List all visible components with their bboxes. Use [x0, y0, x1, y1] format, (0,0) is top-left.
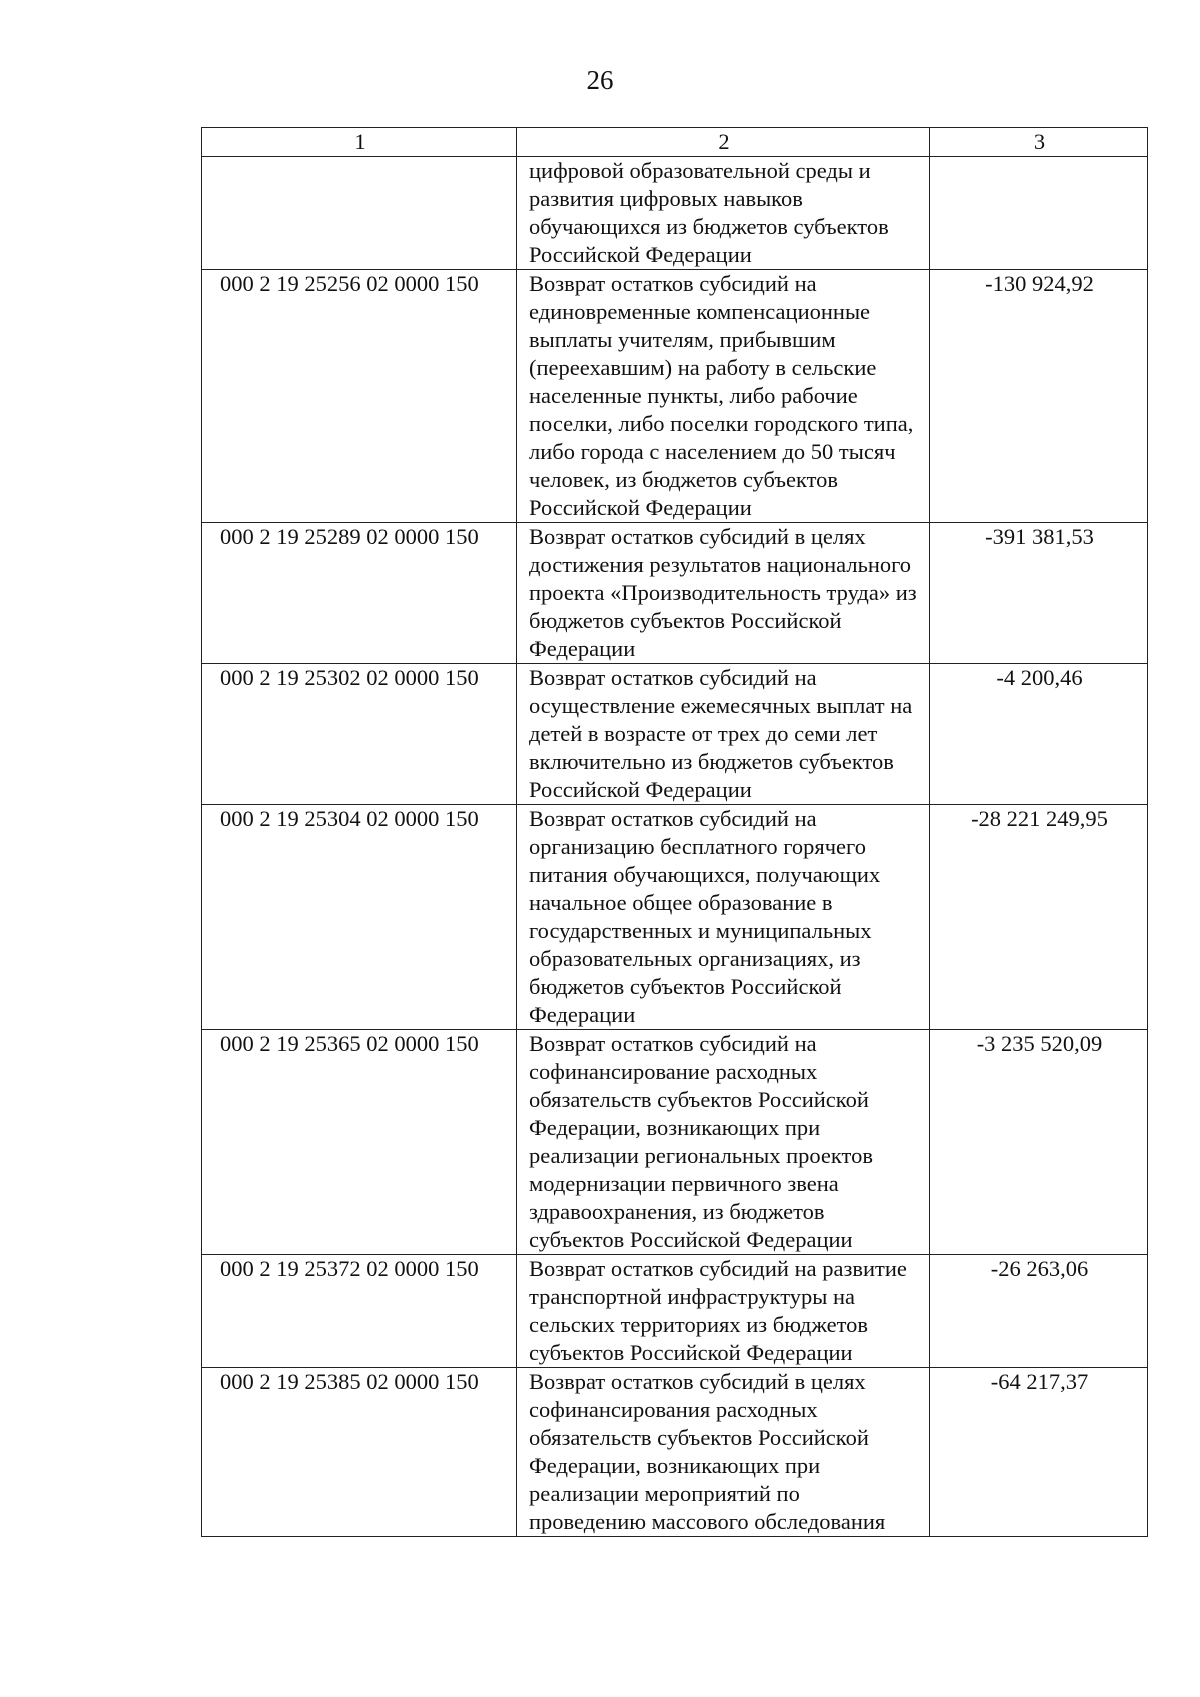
- column-header-amount: 3: [930, 128, 1148, 157]
- row-amount: -4 200,46: [930, 664, 1148, 805]
- table-row: [202, 157, 1148, 270]
- row-amount: -64 217,37: [930, 1368, 1148, 1537]
- row-description: цифровой образовательной среды и развития цифровых навыков обучающихся из бюджетов субъектов Российской Федерации: [517, 157, 930, 270]
- row-code: 000 2 19 25289 02 0000 150: [202, 523, 517, 664]
- row-code: 000 2 19 25385 02 0000 150: [202, 1368, 517, 1537]
- row-description: Возврат остатков субсидий на единовременные компенсационные выплаты учителям, прибывшим (переехавшим) на работу в сельские населенные пункты, либо рабочие поселки, либо поселки городского типа, либо города с населением до 50 тысяч человек, из бюджетов субъектов Российской Федерации: [517, 270, 930, 523]
- table-header-row: [202, 128, 1148, 157]
- row-code: 000 2 19 25302 02 0000 150: [202, 664, 517, 805]
- row-amount: -28 221 249,95: [930, 805, 1148, 1030]
- table-row: [202, 270, 1148, 523]
- row-description: Возврат остатков субсидий в целях софинансирования расходных обязательств субъектов Российской Федерации, возникающих при реализации мероприятий по проведению массового обследования: [517, 1368, 930, 1537]
- table-row: [202, 805, 1148, 1030]
- table-row: [202, 664, 1148, 805]
- row-amount: -130 924,92: [930, 270, 1148, 523]
- row-code: 000 2 19 25304 02 0000 150: [202, 805, 517, 1030]
- row-amount: -391 381,53: [930, 523, 1148, 664]
- budget-table: [201, 127, 1148, 1537]
- row-description: Возврат остатков субсидий на осуществление ежемесячных выплат на детей в возрасте от трех до семи лет включительно из бюджетов субъектов Российской Федерации: [517, 664, 930, 805]
- column-header-description: 2: [517, 128, 930, 157]
- row-code: 000 2 19 25256 02 0000 150: [202, 270, 517, 523]
- row-amount: -26 263,06: [930, 1255, 1148, 1368]
- table-row: [202, 1255, 1148, 1368]
- table-row: [202, 523, 1148, 664]
- row-description: Возврат остатков субсидий на развитие транспортной инфраструктуры на сельских территориях из бюджетов субъектов Российской Федерации: [517, 1255, 930, 1368]
- row-code: 000 2 19 25365 02 0000 150: [202, 1030, 517, 1255]
- row-description: Возврат остатков субсидий в целях достижения результатов национального проекта «Производительность труда» из бюджетов субъектов Российской Федерации: [517, 523, 930, 664]
- table-row: [202, 1030, 1148, 1255]
- column-header-code: 1: [202, 128, 517, 157]
- row-code: [202, 157, 517, 270]
- page-number: 26: [586, 65, 614, 95]
- row-description: Возврат остатков субсидий на организацию бесплатного горячего питания обучающихся, получающих начальное общее образование в государственных и муниципальных образовательных организациях, из бюджетов субъектов Российской Федерации: [517, 805, 930, 1030]
- row-code: 000 2 19 25372 02 0000 150: [202, 1255, 517, 1368]
- row-amount: -3 235 520,09: [930, 1030, 1148, 1255]
- row-amount: [930, 157, 1148, 270]
- row-description: Возврат остатков субсидий на софинансирование расходных обязательств субъектов Российской Федерации, возникающих при реализации региональных проектов модернизации первичного звена здравоохранения, из бюджетов субъектов Российской Федерации: [517, 1030, 930, 1255]
- table-row: [202, 1368, 1148, 1537]
